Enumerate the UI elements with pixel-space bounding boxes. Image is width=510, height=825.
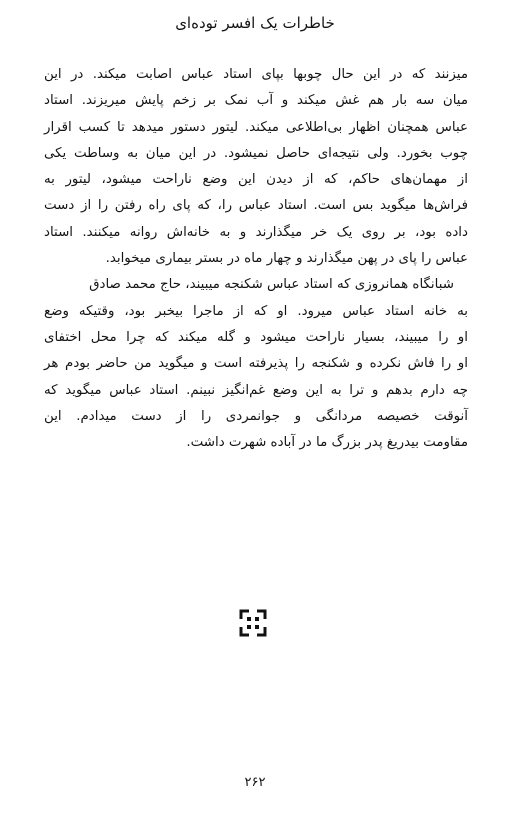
text-line: فراش‌ها میگوید بس است. استاد عباس را، که پای راه رفتن را از دست: [44, 198, 468, 214]
book-title: خاطرات یک افسر توده‌ای: [175, 14, 335, 32]
body-text: [44, 62, 468, 456]
text-line: عباس همچنان اظهار بی‌اطلاعی میکند. لیتور دستور میدهد تا کسب اقرار: [44, 119, 468, 135]
text-line: او را میبیند، بسیار ناراحت میشود و گله میکند که چرا محل اختفای: [44, 329, 468, 345]
text-line: داده بود، بر روی یک خر میگذارند و به خانه‌اش روانه میکنند. استاد: [44, 224, 468, 240]
text-line: مقاومت بیدریغ پدر بزرگ ما در آباده شهرت داشت.: [186, 435, 468, 451]
paragraph-1: [44, 62, 468, 272]
page-header: [0, 14, 510, 32]
text-line: آنوقت خصیصه مردانگی و جوانمردی را از دست میدادم. این: [44, 408, 468, 424]
text-line: از مهمان‌های حاکم، که از دیدن این وضع ناراحت میشود، لیتور به: [44, 172, 468, 188]
text-line: شبانگاه همانروزی که استاد عباس شکنجه میبیند، حاج محمد صادق: [89, 277, 454, 293]
paragraph-2: [44, 272, 468, 456]
text-line: میان سه بار هم غش میکند و آب نمک بر زخم پایش میریزند. استاد: [44, 93, 468, 109]
text-line: عباس را پای در پهن میگذارند و چهار ماه در بستر بیماری میخوابد.: [105, 251, 468, 267]
text-line: میزنند که در این حال چوبها بپای استاد عباس اصابت میکند. در این: [44, 67, 468, 82]
text-line: چوب بخورد. ولی نتیجه‌ای حاصل نمیشود. در این میان به وساطت یکی: [44, 145, 468, 161]
square-corners-ornament-icon: [238, 608, 268, 638]
text-line: او را فاش نکرده و شکنجه را پذیرفته است و میگوید من حاضر بودم هر: [44, 356, 468, 372]
text-line: به خانه استاد عباس میرود. او که از ماجرا بیخبر بود، وقتیکه وضع: [44, 303, 468, 319]
page-number: ۲۶۲: [244, 775, 266, 790]
text-line: چه دارم بدهم و ترا به این وضع غم‌انگیز نبینم. استاد عباس میگوید که: [44, 382, 468, 398]
